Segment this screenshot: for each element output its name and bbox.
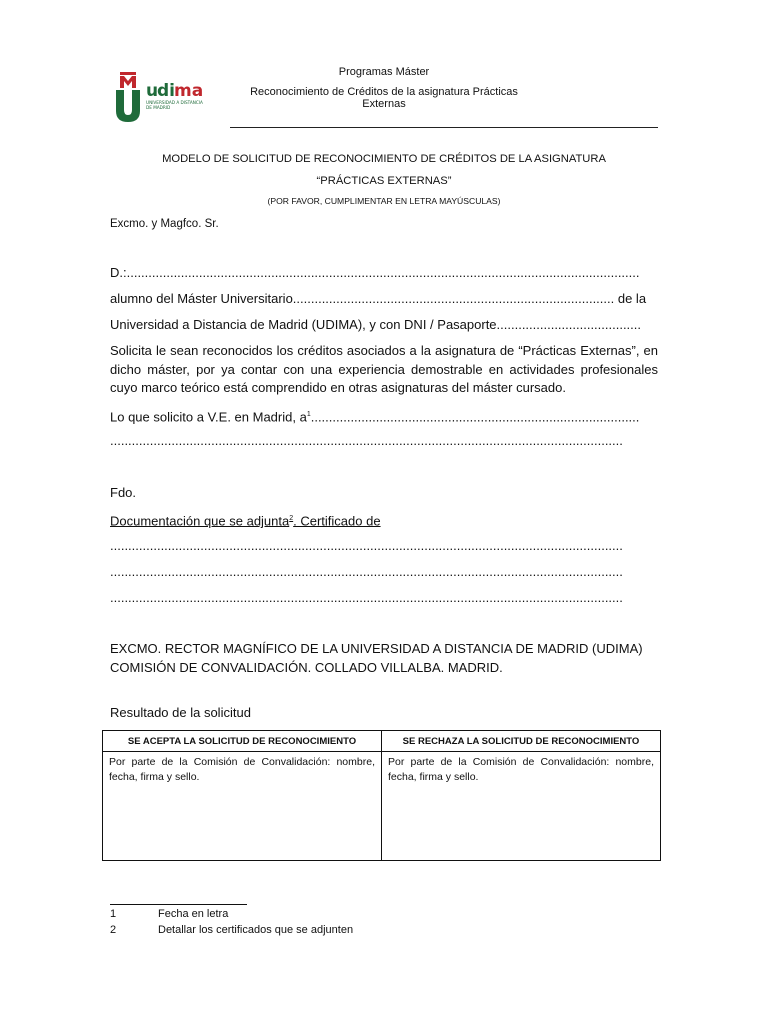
request-paragraph: Solicita le sean reconocidos los créditos asociados a la asignatura de “Prácticas Externas”, en dicho máster, por ya contar con una experiencia demostrable en actividades profesionales cuyo marco teórico está comprendido en otras asignaturas del máster cursado. bbox=[110, 343, 658, 395]
header-subject: Reconocimiento de Créditos de la asignatura Prácticas Externas bbox=[250, 86, 518, 110]
reject-cell[interactable]: Por parte de la Comisión de Convalidación: nombre, fecha, firma y sello. bbox=[382, 752, 661, 861]
svg-text:di: di bbox=[157, 81, 175, 101]
footnote-ref-1: 1 bbox=[306, 411, 311, 418]
footnote-2-number: 2 bbox=[110, 924, 117, 936]
footnote-1-text: Fecha en letra bbox=[158, 908, 229, 920]
addressee-line1: EXCMO. RECTOR MAGNÍFICO DE LA UNIVERSIDAD A DISTANCIA DE MADRID (UDIMA) bbox=[110, 641, 643, 656]
documentation-line-3[interactable]: .............................................................................................................................................. bbox=[110, 590, 623, 605]
name-field-line[interactable]: D.:.............................................................................................................................................. bbox=[110, 265, 640, 280]
master-field-line[interactable]: alumno del Máster Universitario......................................................................................... de la bbox=[110, 291, 647, 306]
greeting: Excmo. y Magfco. Sr. bbox=[110, 218, 219, 230]
documentation-line-2[interactable]: .............................................................................................................................................. bbox=[110, 564, 623, 579]
udima-logo-mark bbox=[112, 66, 208, 126]
form-title-line2: “PRÁCTICAS EXTERNAS” bbox=[316, 175, 452, 187]
footnote-ref-2: 2 bbox=[289, 515, 294, 522]
header-program: Programas Máster bbox=[338, 66, 430, 78]
documentation-cert: . Certificado de bbox=[293, 513, 381, 529]
udima-logo bbox=[112, 66, 208, 126]
logo-tagline-1: UNIVERSIDAD A DISTANCIA bbox=[146, 100, 203, 105]
result-table-row bbox=[103, 752, 661, 861]
footnote-1-number: 1 bbox=[110, 908, 117, 920]
documentation-label bbox=[110, 510, 658, 531]
accept-cell[interactable]: Por parte de la Comisión de Convalidación: nombre, fecha, firma y sello. bbox=[103, 752, 382, 861]
form-title-note: (POR FAVOR, CUMPLIMENTAR EN LETRA MAYÚSCULAS) bbox=[267, 196, 501, 206]
result-table-header bbox=[103, 731, 661, 752]
documentation-title: Documentación que se adjunta bbox=[110, 513, 290, 529]
footnote-2-text: Detallar los certificados que se adjunten bbox=[158, 924, 354, 936]
result-label: Resultado de la solicitud bbox=[110, 705, 251, 720]
footnote-separator bbox=[110, 904, 247, 905]
addressee-line2: COMISIÓN DE CONVALIDACIÓN. COLLADO VILLALBA. MADRID. bbox=[110, 660, 503, 675]
header-divider bbox=[230, 127, 658, 128]
date-continuation-line[interactable]: .............................................................................................................................................. bbox=[110, 433, 623, 448]
result-table bbox=[102, 730, 661, 861]
reject-column-header: SE RECHAZA LA SOLICITUD DE RECONOCIMIENTO bbox=[382, 731, 661, 752]
svg-text:u: u bbox=[146, 81, 159, 101]
svg-text:ma: ma bbox=[174, 81, 204, 101]
place-date-line[interactable] bbox=[110, 406, 658, 427]
accept-column-header: SE ACEPTA LA SOLICITUD DE RECONOCIMIENTO bbox=[103, 731, 382, 752]
logo-tagline-2: DE MADRID bbox=[146, 105, 171, 110]
signature-label: Fdo. bbox=[110, 485, 137, 500]
documentation-line-1[interactable]: .............................................................................................................................................. bbox=[110, 538, 623, 553]
form-title-line1: MODELO DE SOLICITUD DE RECONOCIMIENTO DE CRÉDITOS DE LA ASIGNATURA bbox=[162, 153, 606, 165]
place-date-label: Lo que solicito a V.E. en Madrid, a bbox=[110, 409, 307, 425]
place-date-dots: ........................................................................................... bbox=[310, 409, 640, 425]
dni-field-line[interactable]: Universidad a Distancia de Madrid (UDIMA), y con DNI / Pasaporte........................................ bbox=[110, 317, 642, 332]
